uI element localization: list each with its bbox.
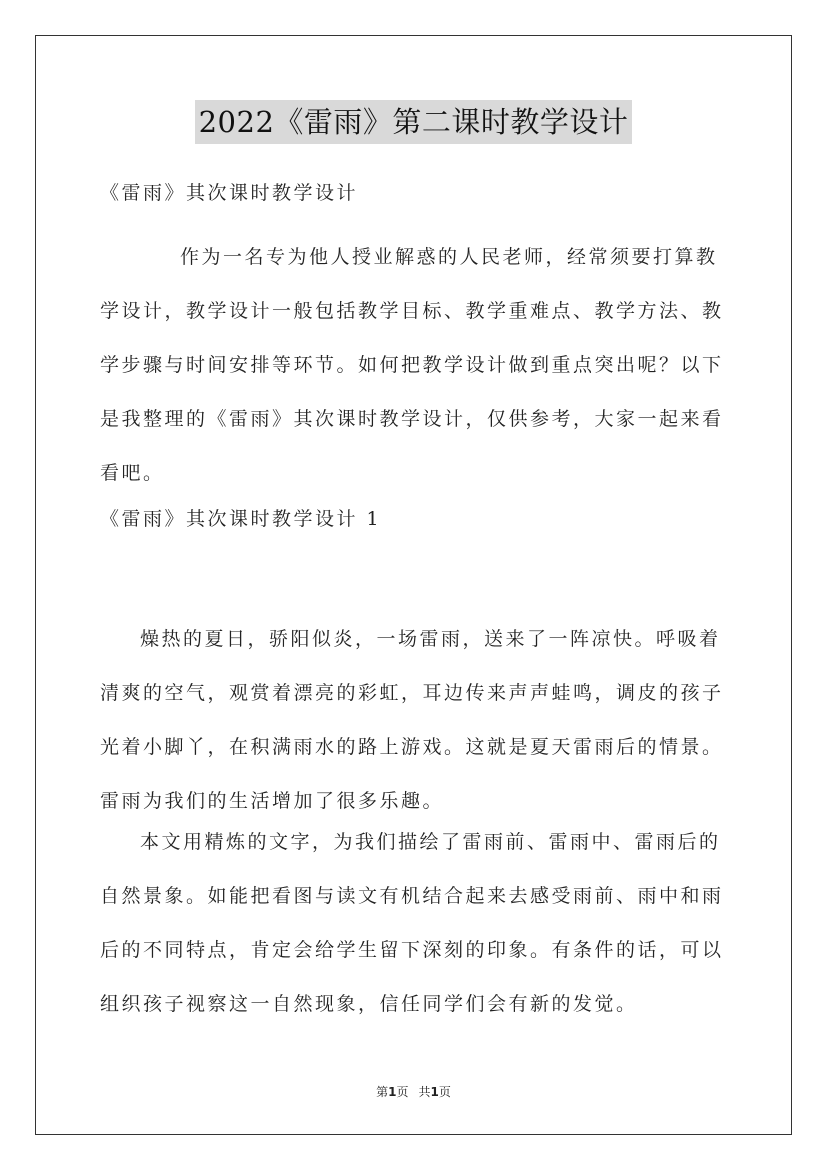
total-suffix: 页 xyxy=(438,1085,451,1099)
page-suffix: 页 xyxy=(396,1085,409,1099)
page-footer xyxy=(0,1083,827,1100)
body-paragraph-2: 本文用精炼的文字，为我们描绘了雷雨前、雷雨中、雷雨后的自然景象。如能把看图与读文有机结合起来去感受雨前、雨中和雨后的不同特点，肯定会给学生留下深刻的印象。有条件的话，可以组织孩子视察这一自然现象，信任同学们会有新的发觉。 xyxy=(100,831,724,1015)
total-prefix: 共 xyxy=(418,1085,431,1099)
document-subtitle: 《雷雨》其次课时教学设计 xyxy=(100,182,359,204)
section-heading: 《雷雨》其次课时教学设计 1 xyxy=(100,508,382,530)
page-current: 1 xyxy=(388,1085,397,1099)
intro-paragraph: 作为一名专为他人授业解惑的人民老师，经常须要打算教学设计，教学设计一般包括教学目标、教学重难点、教学方法、教学步骤与时间安排等环节。如何把教学设计做到重点突出呢？以下是我整理的《雷雨》其次课时教学设计，仅供参考，大家一起来看看吧。 xyxy=(100,246,724,484)
page-prefix: 第 xyxy=(376,1085,389,1099)
document-title: 2022《雷雨》第二课时教学设计 xyxy=(195,100,633,144)
body-paragraph-1: 燥热的夏日，骄阳似炎，一场雷雨，送来了一阵凉快。呼吸着清爽的空气，观赏着漂亮的彩虹，耳边传来声声蛙鸣，调皮的孩子光着小脚丫，在积满雨水的路上游戏。这就是夏天雷雨后的情景。雷雨为我们的生活增加了很多乐趣。 xyxy=(100,628,724,812)
page-total: 1 xyxy=(430,1085,439,1099)
title-container xyxy=(0,100,827,144)
